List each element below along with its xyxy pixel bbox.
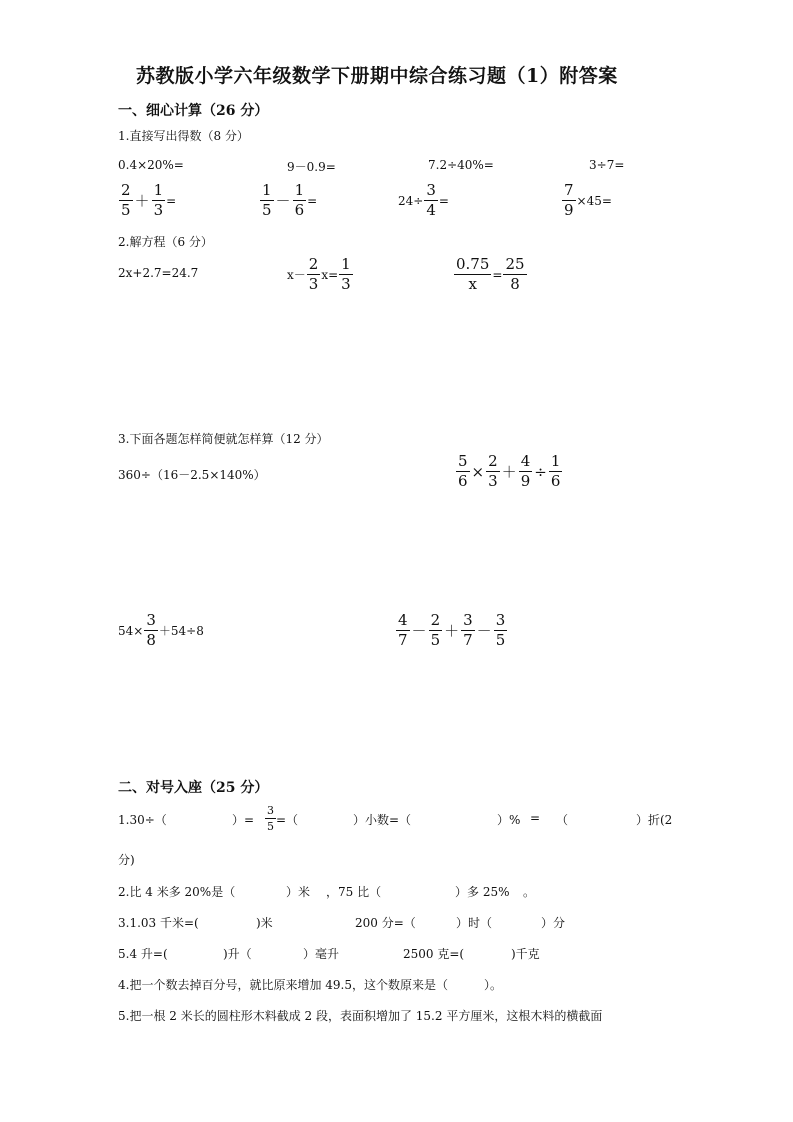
mental-calc-item: 9－0.9= [287,160,336,174]
fill-blank-item: ）多 25% [455,885,510,899]
fraction: $\frac{25}{8}$ [505,255,525,293]
fraction-expression: $\frac{4}{7}$ － $\frac{2}{5}$ ＋ $\frac{3}{7}$ － $\frac{3}{5}$ [398,611,506,649]
mental-calc-item: 0.4×20%= [118,158,184,172]
fraction: $\frac{4}{7}$ [398,611,408,649]
fill-blank-item: ）毫升 [303,947,340,961]
mental-calc-item: 3÷7= [589,158,625,172]
question-label: 2.解方程（6 分） [118,235,213,249]
fill-blank-item: ）= [232,813,255,827]
fraction: $\frac{1}{5}$ [262,181,272,219]
fraction: $\frac{3}{4}$ [426,181,436,219]
fraction: $\frac{3}{5}$ [495,611,506,649]
fraction: $\frac{2}{3}$ [308,255,319,293]
fraction-expression: $\frac{2}{5}$ ＋ $\frac{1}{3}$ = [121,181,177,219]
equation: $\frac{0.75}{x}$ = $\frac{25}{8}$ [456,255,525,293]
fill-blank-item: )米 [256,916,273,930]
fraction: $\frac{4}{9}$ [520,452,531,490]
page-title: 苏教版小学六年级数学下册期中综合练习题（1）附答案 [136,65,618,87]
fraction: $\frac{7}{9}$ [564,181,574,219]
fill-blank-item: （ [556,813,569,827]
fraction-expression: $\frac{7}{9}$ ×45= [564,181,612,219]
fill-blank-item: )升（ [223,947,252,961]
fill-blank-item: ）% [497,813,521,827]
fill-blank-item: =（ [276,813,299,827]
fraction: $\frac{3}{7}$ [463,611,473,649]
equation: 2x+2.7=24.7 [118,266,199,280]
fill-blank-item: ）小数=（ [353,813,412,827]
fill-blank-item: 分) [118,853,135,867]
fraction: $\frac{1}{6}$ [294,181,305,219]
mental-calc-item: 7.2÷40%= [428,158,494,172]
fill-blank-item: 5.4 升=( [118,947,168,961]
fill-blank-item: 4.把一个数去掉百分号，就比原来增加 49.5，这个数原来是（ ）。 [118,978,502,992]
fill-blank-item: 2500 克=( [403,947,465,961]
fill-blank-item: ）分 [541,916,566,930]
fill-blank-item: ）时（ [456,916,493,930]
section-heading-calc: 一、细心计算（26 分） [118,103,269,119]
fraction: $\frac{2}{5}$ [430,611,441,649]
fraction-expression: $\frac{1}{5}$ － $\frac{1}{6}$ = [262,181,318,219]
expression: 360÷（16－2.5×140%） [118,468,266,482]
fraction: $\frac{5}{6}$ [458,452,468,490]
fraction: $\frac{1}{3}$ [341,255,351,293]
fraction-expression: 54× $\frac{3}{8}$ ＋54÷8 [118,611,204,649]
fraction: $\frac{1}{6}$ [550,452,561,490]
fill-blank-item: 5.把一根 2 米长的圆柱形木料截成 2 段，表面积增加了 15.2 平方厘米，这根木料的横截面 [118,1009,603,1023]
fraction: $\frac{2}{3}$ [488,452,498,490]
fill-blank-item: 。 [523,885,536,899]
fraction: $\frac{0.75}{x}$ [456,255,490,293]
fraction-expression: $\frac{5}{6}$ × $\frac{2}{3}$ ＋ $\frac{4}{9}$ ÷ $\frac{1}{6}$ [458,452,561,490]
fill-blank-item: ）米 [286,885,311,899]
fraction: $\frac{1}{3}$ [153,181,164,219]
fraction-expression: 24÷ $\frac{3}{4}$ = [398,181,449,219]
section-heading-fill: 二、对号入座（25 分） [118,780,269,796]
fill-blank-item: ，75 比（ [326,885,382,899]
fill-blank-item: 200 分=（ [355,916,416,930]
question-label: 1.直接写出得数（8 分） [118,129,249,143]
fill-blank-item: 2.比 4 米多 20%是（ [118,885,236,899]
fraction: $\frac{2}{5}$ [121,181,131,219]
fraction: $\frac{3}{5}$ [267,804,274,833]
fill-blank-item: ）折(2 [636,813,673,827]
question-label: 3.下面各题怎样简便就怎样算（12 分） [118,432,329,446]
equation: x－ $\frac{2}{3}$ x= $\frac{1}{3}$ [287,255,351,293]
fraction: $\frac{3}{8}$ [146,611,156,649]
fill-blank-item: 1.30÷（ [118,813,167,827]
fill-blank-item: 3.1.03 千米=( [118,916,199,930]
fill-blank-item: )千克 [511,947,540,961]
fill-blank-item: = [530,811,541,825]
